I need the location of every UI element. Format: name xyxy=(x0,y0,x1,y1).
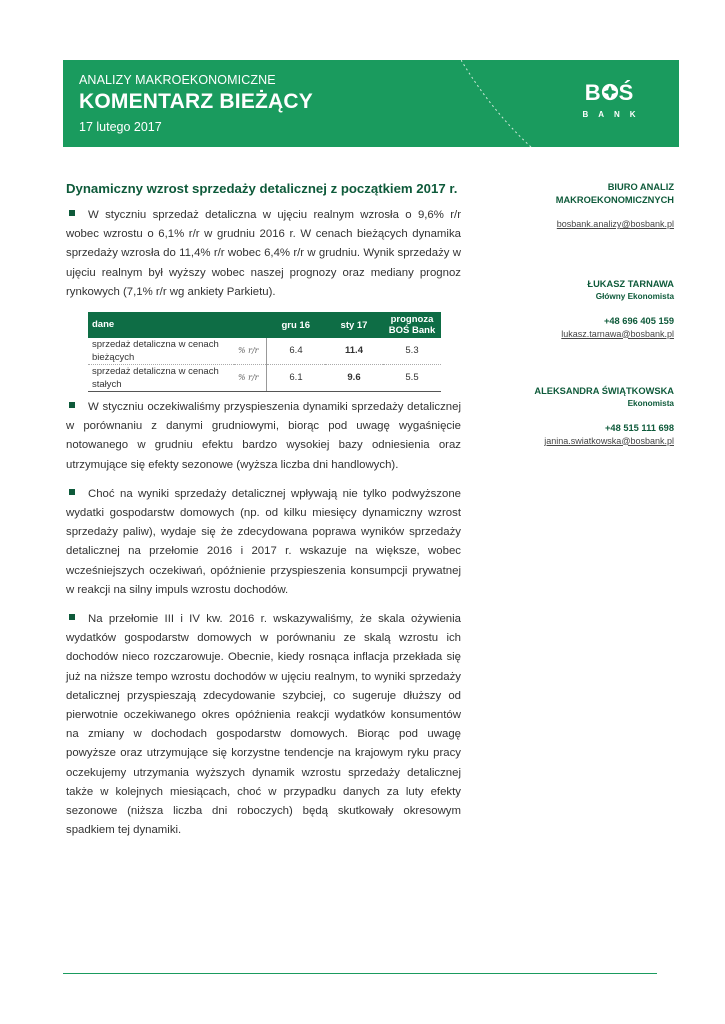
row-unit: % r/r xyxy=(234,338,267,365)
value-sty17: 9.6 xyxy=(325,365,383,392)
paragraph-4 xyxy=(66,610,461,840)
table-header-gru16: gru 16 xyxy=(267,312,326,338)
square-bullet-icon xyxy=(69,614,75,620)
report-series: ANALIZY MAKROEKONOMICZNE xyxy=(79,73,276,87)
report-date: 17 lutego 2017 xyxy=(79,120,162,134)
sidebar-contact-2 xyxy=(480,385,674,447)
square-bullet-icon xyxy=(69,210,75,216)
row-unit: % r/r xyxy=(234,365,267,392)
sales-data-table xyxy=(88,312,441,392)
contact-role: Ekonomista xyxy=(627,398,674,408)
contact-name: ALEKSANDRA ŚWIĄTKOWSKA xyxy=(534,386,674,396)
paragraph-2-text: W styczniu oczekiwaliśmy przyspieszenia dynamiki sprzedaży detalicznej w porównaniu z danymi grudniowymi, biorąc pod uwagę wygaśnięcie notowanego w grudniu efektu bardzo wysokiej bazy odniesienia oraz utrzymujące się efekty sezonowe (wyższa liczba dni handlowych). xyxy=(66,401,461,471)
value-prognoza: 5.5 xyxy=(383,365,441,392)
table-header-prognoza: prognoza BOŚ Bank xyxy=(383,312,441,338)
paragraph-1-text: W styczniu sprzedaż detaliczna w ujęciu realnym wzrosła o 9,6% r/r wobec wzrostu o 6,1% r/r w grudniu 2016 r. W cenach bieżących dynamika sprzedaży wzrosła do 11,4% r/r wobec 6,4% r/r w grudniu. Wynik sprzedaży w ujęciu realnym był wyższy wobec naszej prognozy oraz mediany prognoz rynkowych (7,1% r/r wg ankiety Parkietu). xyxy=(66,209,461,298)
sidebar-department xyxy=(480,181,674,231)
logo-subtitle: BANK xyxy=(582,110,646,119)
department-name-line1: BIURO ANALIZ xyxy=(607,182,674,192)
report-title: KOMENTARZ BIEŻĄCY xyxy=(79,90,314,113)
bos-bank-logo xyxy=(569,82,649,119)
article-headline: Dynamiczny wzrost sprzedaży detalicznej z początkiem 2017 r. xyxy=(66,181,458,196)
contact-email-link[interactable]: lukasz.tarnawa@bosbank.pl xyxy=(561,328,674,339)
leaf-icon xyxy=(601,83,619,101)
value-prognoza: 5.3 xyxy=(383,338,441,365)
square-bullet-icon xyxy=(69,402,75,408)
table-row xyxy=(88,338,441,365)
main-column xyxy=(66,180,461,850)
contact-name: ŁUKASZ TARNAWA xyxy=(587,279,674,289)
row-label: sprzedaż detaliczna w cenach stałych xyxy=(88,365,234,392)
contact-phone: +48 515 111 698 xyxy=(604,423,674,433)
square-bullet-icon xyxy=(69,489,75,495)
department-name-line2: MAKROEKONOMICZNYCH xyxy=(555,194,674,205)
table-header-dane: dane xyxy=(88,312,267,338)
table-header-sty17: sty 17 xyxy=(325,312,383,338)
paragraph-3 xyxy=(66,485,461,600)
logo-letter-s: Ś xyxy=(618,80,634,105)
table-row xyxy=(88,365,441,392)
sidebar-contact-1 xyxy=(480,278,674,340)
logo-letter-b: B xyxy=(584,80,601,105)
contact-email-link[interactable]: janina.swiatkowska@bosbank.pl xyxy=(544,435,674,446)
report-header xyxy=(63,60,679,147)
paragraph-1 xyxy=(66,206,461,302)
footer-divider xyxy=(63,973,657,974)
paragraph-3-text: Choć na wyniki sprzedaży detalicznej wpływają nie tylko podwyższone wydatki gospodarstw domowych (np. od kilku miesięcy dynamiczny wzrost sprzedaży paliw), wydaje się że zdecydowana poprawa wyników sprzedaży detalicznej na przełomie 2016 i 2017 r. wskazuje na większe, wobec wcześniejszych oczekiwań, opóźnienie przyspieszenia konsumpcji prywatnej w reakcji na silny impuls wzrostu dochodów. xyxy=(66,487,461,596)
row-label: sprzedaż detaliczna w cenach bieżących xyxy=(88,338,234,365)
paragraph-4-text: Na przełomie III i IV kw. 2016 r. wskazywaliśmy, że skala ożywienia wydatków gospodarstw domowych w porównaniu ze skalą wzrostu ich dochodów nieco rozczarowuje. Obecnie, kiedy rosnąca inflacja przekłada się już na niższe tempo wzrostu dochodów w ujęciu realnym, to wyniki sprzedaży detalicznej przyspieszają zdecydowanie szybciej, co sugeruje dłuższy od pierwotnie oczekiwanego okres opóźnienia reakcji wydatków konsumentów na zmiany w dochodach gospodarstw domowych. Biorąc pod uwagę powyższe oraz utrzymujące się korzystne tendencje na krajowym ryku pracy oczekujemy utrzymania wyższych dynamik wzrostu sprzedaży detalicznej także w kolejnych miesiącach, choć w przypadku danych za luty efekty sezonowe (niższa liczba dni roboczych) będą skutkowały okresowym spadkiem tej dynamiki. xyxy=(66,613,461,837)
value-sty17: 11.4 xyxy=(325,338,383,365)
paragraph-2 xyxy=(66,398,461,475)
department-email-link[interactable]: bosbank.analizy@bosbank.pl xyxy=(556,219,674,229)
value-gru16: 6.1 xyxy=(267,365,326,392)
value-gru16: 6.4 xyxy=(267,338,326,365)
contact-role: Główny Ekonomista xyxy=(595,291,674,301)
contact-phone: +48 696 405 159 xyxy=(603,316,674,326)
